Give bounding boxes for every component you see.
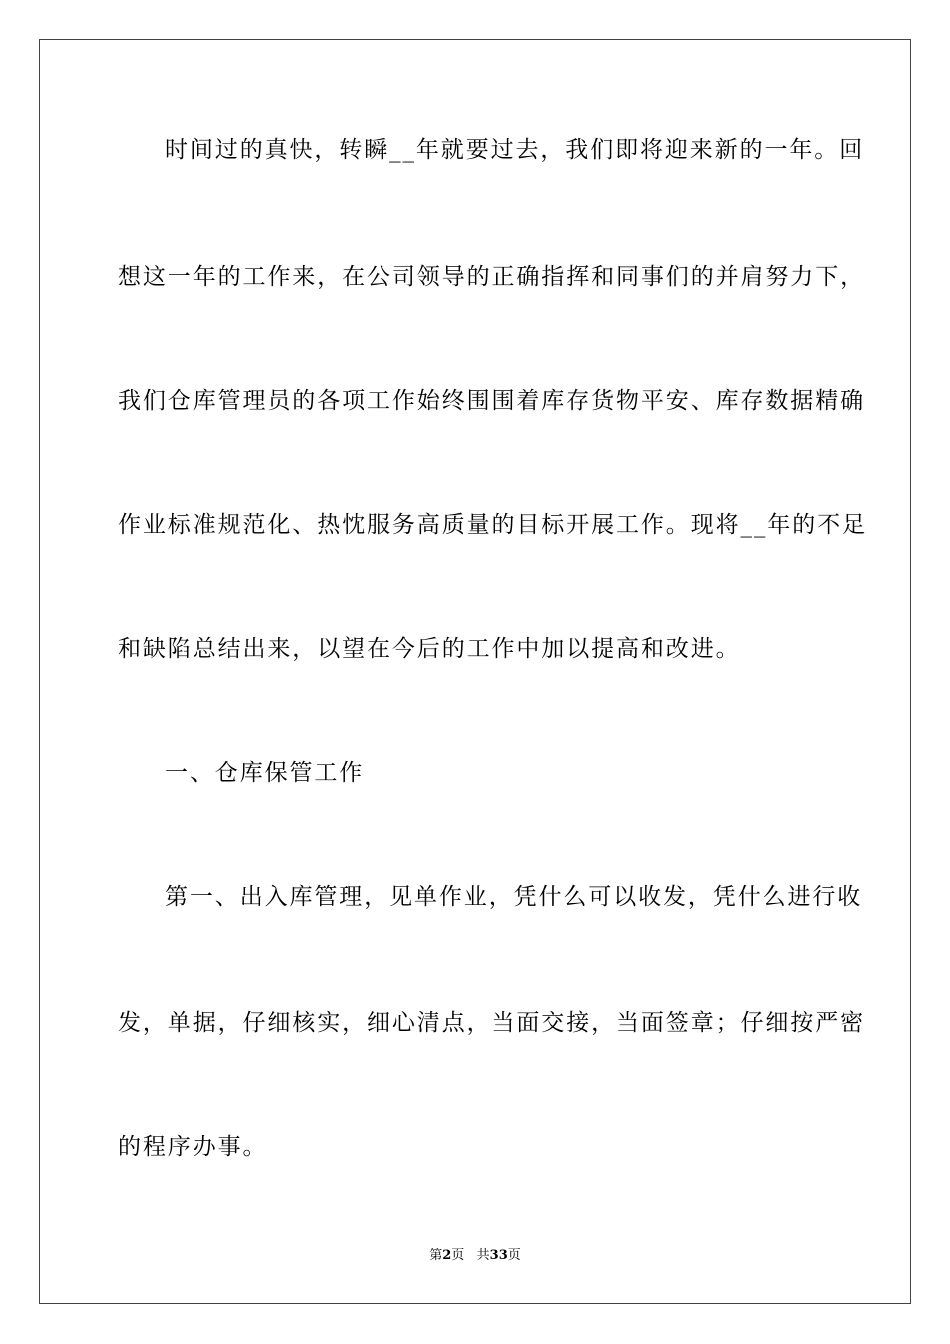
section-heading: 一、仓库保管工作 [165, 760, 365, 786]
paragraph-line-1: 时间过的真快，转瞬__年就要过去，我们即将迎来新的一年。回 [165, 137, 865, 163]
paragraph-line-7: 第一、出入库管理，见单作业，凭什么可以收发，凭什么进行收 [165, 884, 863, 910]
paragraph-line-4: 作业标准规范化、热忱服务高质量的目标开展工作。现将__年的不足 [118, 512, 867, 538]
paragraph-line-8: 发，单据，仔细核实，细心清点，当面交接，当面签章；仔细按严密 [118, 1010, 865, 1036]
paragraph-line-9: 的程序办事。 [118, 1134, 268, 1160]
paragraph-line-2: 想这一年的工作来，在公司领导的正确指挥和同事们的并肩努力下， [118, 264, 865, 290]
footer-suffix: 页 [507, 1248, 521, 1263]
paragraph-line-5: 和缺陷总结出来，以望在今后的工作中加以提高和改进。 [118, 636, 741, 662]
current-page-number: 2 [442, 1248, 452, 1263]
footer-mid: 页 共 [451, 1248, 490, 1263]
footer-prefix: 第 [429, 1248, 443, 1263]
total-pages-number: 33 [489, 1248, 508, 1263]
paragraph-line-3: 我们仓库管理员的各项工作始终围围着库存货物平安、库存数据精确 [118, 388, 865, 414]
page-footer [0, 1247, 950, 1265]
page-border [39, 39, 911, 1304]
